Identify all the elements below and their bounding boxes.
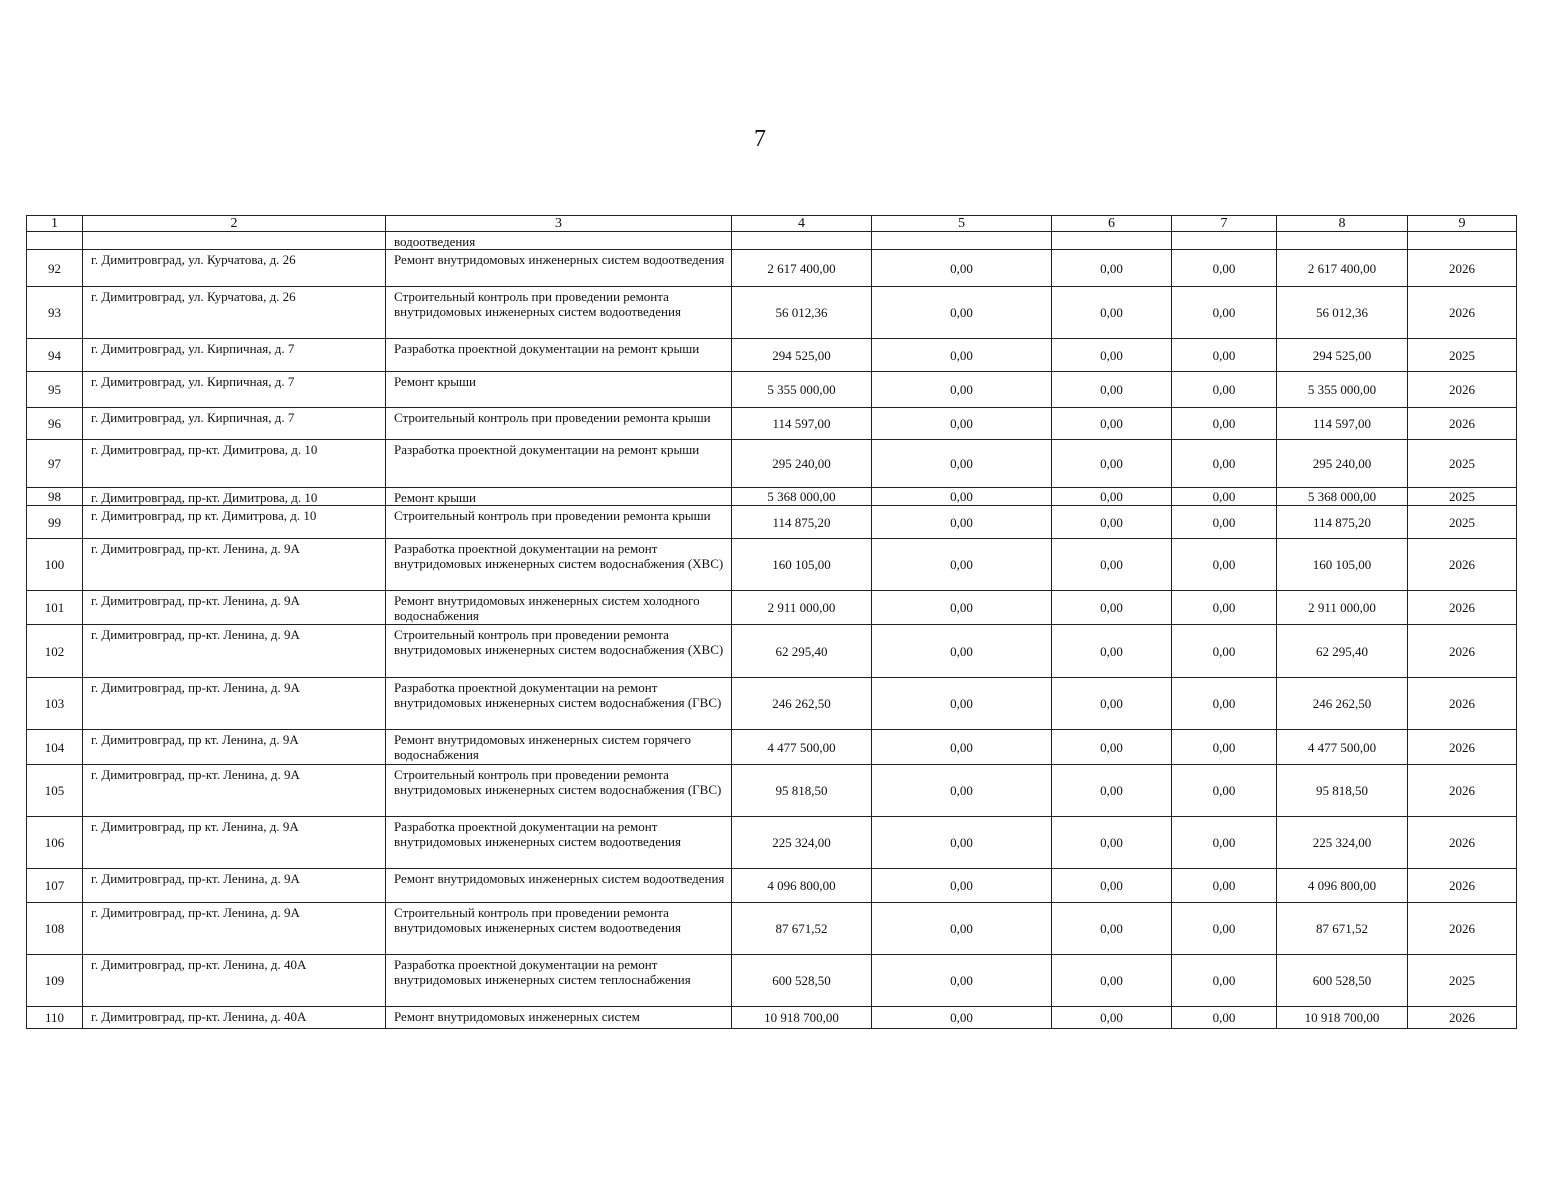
value-cell: 0,00 bbox=[1172, 678, 1277, 730]
value-cell: 0,00 bbox=[872, 678, 1052, 730]
year-cell bbox=[1408, 232, 1517, 250]
total-cell: 225 324,00 bbox=[732, 817, 872, 869]
value-cell: 0,00 bbox=[1052, 817, 1172, 869]
address-cell: г. Димитровград, пр-кт. Димитрова, д. 10 bbox=[83, 488, 386, 506]
work-cell: Ремонт внутридомовых инженерных систем холодного водоснабжения bbox=[386, 591, 732, 625]
work-cell: Ремонт внутридомовых инженерных систем водоотведения bbox=[386, 250, 732, 287]
value-cell: 0,00 bbox=[1052, 440, 1172, 488]
value-cell: 0,00 bbox=[872, 903, 1052, 955]
row-number: 93 bbox=[27, 287, 83, 339]
total-cell: 56 012,36 bbox=[732, 287, 872, 339]
table-row bbox=[27, 440, 1517, 488]
value-cell: 0,00 bbox=[872, 817, 1052, 869]
column-header: 6 bbox=[1052, 216, 1172, 232]
total-cell: 114 597,00 bbox=[732, 408, 872, 440]
row-number: 108 bbox=[27, 903, 83, 955]
address-cell: г. Димитровград, пр кт. Димитрова, д. 10 bbox=[83, 506, 386, 539]
page-number: 7 bbox=[754, 126, 766, 152]
row-number: 105 bbox=[27, 765, 83, 817]
value-cell: 0,00 bbox=[1172, 488, 1277, 506]
total-cell: 295 240,00 bbox=[732, 440, 872, 488]
table-row bbox=[27, 765, 1517, 817]
table-row bbox=[27, 287, 1517, 339]
value-cell: 0,00 bbox=[1172, 765, 1277, 817]
work-cell: Строительный контроль при проведении ремонта крыши bbox=[386, 506, 732, 539]
value-cell: 0,00 bbox=[1172, 372, 1277, 408]
total-cell: 2 617 400,00 bbox=[732, 250, 872, 287]
address-cell: г. Димитровград, пр-кт. Ленина, д. 9А bbox=[83, 678, 386, 730]
value-cell bbox=[872, 232, 1052, 250]
value-cell: 0,00 bbox=[1172, 955, 1277, 1007]
value-cell: 0,00 bbox=[1052, 678, 1172, 730]
value-cell: 62 295,40 bbox=[1277, 625, 1408, 678]
address-cell: г. Димитровград, ул. Кирпичная, д. 7 bbox=[83, 339, 386, 372]
address-cell: г. Димитровград, пр-кт. Ленина, д. 9А bbox=[83, 869, 386, 903]
year-cell: 2025 bbox=[1408, 955, 1517, 1007]
value-cell: 0,00 bbox=[872, 591, 1052, 625]
row-number: 101 bbox=[27, 591, 83, 625]
total-cell: 4 096 800,00 bbox=[732, 869, 872, 903]
work-cell: Ремонт внутридомовых инженерных систем горячего водоснабжения bbox=[386, 730, 732, 765]
column-header: 5 bbox=[872, 216, 1052, 232]
value-cell: 0,00 bbox=[1052, 903, 1172, 955]
table-row bbox=[27, 339, 1517, 372]
row-number: 103 bbox=[27, 678, 83, 730]
table-row bbox=[27, 625, 1517, 678]
value-cell: 95 818,50 bbox=[1277, 765, 1408, 817]
work-cell: Разработка проектной документации на ремонт внутридомовых инженерных систем водоотведения bbox=[386, 817, 732, 869]
column-header: 7 bbox=[1172, 216, 1277, 232]
row-number: 98 bbox=[27, 488, 83, 506]
address-cell: г. Димитровград, ул. Кирпичная, д. 7 bbox=[83, 408, 386, 440]
value-cell: 0,00 bbox=[1172, 817, 1277, 869]
total-cell: 95 818,50 bbox=[732, 765, 872, 817]
address-cell: г. Димитровград, пр-кт. Ленина, д. 9А bbox=[83, 625, 386, 678]
column-header: 8 bbox=[1277, 216, 1408, 232]
address-cell: г. Димитровград, ул. Курчатова, д. 26 bbox=[83, 250, 386, 287]
header-row bbox=[27, 216, 1517, 232]
address-cell: г. Димитровград, пр-кт. Ленина, д. 9А bbox=[83, 539, 386, 591]
value-cell: 0,00 bbox=[1172, 1007, 1277, 1029]
value-cell: 114 875,20 bbox=[1277, 506, 1408, 539]
value-cell: 56 012,36 bbox=[1277, 287, 1408, 339]
work-cell: Разработка проектной документации на ремонт внутридомовых инженерных систем водоснабжения (ХВС) bbox=[386, 539, 732, 591]
total-cell: 2 911 000,00 bbox=[732, 591, 872, 625]
work-cell: Разработка проектной документации на ремонт внутридомовых инженерных систем водоснабжения (ГВС) bbox=[386, 678, 732, 730]
work-cell: Строительный контроль при проведении ремонта внутридомовых инженерных систем водоснабжения (ГВС) bbox=[386, 765, 732, 817]
year-cell: 2026 bbox=[1408, 678, 1517, 730]
value-cell: 0,00 bbox=[1052, 250, 1172, 287]
value-cell: 0,00 bbox=[1052, 1007, 1172, 1029]
value-cell: 4 477 500,00 bbox=[1277, 730, 1408, 765]
table-row bbox=[27, 869, 1517, 903]
work-cell: водоотведения bbox=[386, 232, 732, 250]
work-cell: Строительный контроль при проведении ремонта крыши bbox=[386, 408, 732, 440]
value-cell: 0,00 bbox=[1172, 903, 1277, 955]
address-cell: г. Димитровград, пр-кт. Димитрова, д. 10 bbox=[83, 440, 386, 488]
value-cell: 0,00 bbox=[872, 730, 1052, 765]
value-cell: 0,00 bbox=[872, 287, 1052, 339]
value-cell: 0,00 bbox=[872, 250, 1052, 287]
value-cell: 0,00 bbox=[872, 440, 1052, 488]
year-cell: 2026 bbox=[1408, 287, 1517, 339]
table-row bbox=[27, 817, 1517, 869]
work-cell: Ремонт внутридомовых инженерных систем bbox=[386, 1007, 732, 1029]
year-cell: 2025 bbox=[1408, 488, 1517, 506]
value-cell: 5 355 000,00 bbox=[1277, 372, 1408, 408]
value-cell: 160 105,00 bbox=[1277, 539, 1408, 591]
value-cell: 0,00 bbox=[1052, 591, 1172, 625]
year-cell: 2026 bbox=[1408, 539, 1517, 591]
value-cell bbox=[1172, 232, 1277, 250]
table-row bbox=[27, 591, 1517, 625]
address-cell: г. Димитровград, пр-кт. Ленина, д. 40А bbox=[83, 955, 386, 1007]
year-cell: 2026 bbox=[1408, 372, 1517, 408]
work-cell: Разработка проектной документации на ремонт крыши bbox=[386, 339, 732, 372]
total-cell: 5 355 000,00 bbox=[732, 372, 872, 408]
table-row bbox=[27, 408, 1517, 440]
value-cell: 0,00 bbox=[872, 955, 1052, 1007]
value-cell: 2 911 000,00 bbox=[1277, 591, 1408, 625]
value-cell: 0,00 bbox=[872, 539, 1052, 591]
row-number: 94 bbox=[27, 339, 83, 372]
value-cell: 5 368 000,00 bbox=[1277, 488, 1408, 506]
total-cell: 87 671,52 bbox=[732, 903, 872, 955]
total-cell: 160 105,00 bbox=[732, 539, 872, 591]
value-cell: 0,00 bbox=[1172, 408, 1277, 440]
address-cell: г. Димитровград, пр кт. Ленина, д. 9А bbox=[83, 817, 386, 869]
work-cell: Разработка проектной документации на ремонт внутридомовых инженерных систем теплоснабжения bbox=[386, 955, 732, 1007]
address-cell: г. Димитровград, ул. Кирпичная, д. 7 bbox=[83, 372, 386, 408]
row-number: 102 bbox=[27, 625, 83, 678]
total-cell: 10 918 700,00 bbox=[732, 1007, 872, 1029]
value-cell: 0,00 bbox=[1052, 730, 1172, 765]
value-cell: 0,00 bbox=[1052, 869, 1172, 903]
value-cell: 0,00 bbox=[1052, 372, 1172, 408]
value-cell: 0,00 bbox=[872, 869, 1052, 903]
address-cell: г. Димитровград, пр-кт. Ленина, д. 40А bbox=[83, 1007, 386, 1029]
value-cell: 0,00 bbox=[1172, 339, 1277, 372]
table-row bbox=[27, 250, 1517, 287]
table-body bbox=[27, 232, 1517, 1029]
table-row bbox=[27, 678, 1517, 730]
value-cell: 246 262,50 bbox=[1277, 678, 1408, 730]
value-cell: 0,00 bbox=[872, 408, 1052, 440]
table-row bbox=[27, 488, 1517, 506]
value-cell: 0,00 bbox=[872, 488, 1052, 506]
value-cell: 2 617 400,00 bbox=[1277, 250, 1408, 287]
row-number: 95 bbox=[27, 372, 83, 408]
table-row bbox=[27, 372, 1517, 408]
work-cell: Строительный контроль при проведении ремонта внутридомовых инженерных систем водоотведения bbox=[386, 903, 732, 955]
row-number: 110 bbox=[27, 1007, 83, 1029]
value-cell bbox=[1052, 232, 1172, 250]
row-number: 104 bbox=[27, 730, 83, 765]
year-cell: 2026 bbox=[1408, 1007, 1517, 1029]
total-cell: 62 295,40 bbox=[732, 625, 872, 678]
continuation-row bbox=[27, 232, 1517, 250]
value-cell: 225 324,00 bbox=[1277, 817, 1408, 869]
total-cell: 4 477 500,00 bbox=[732, 730, 872, 765]
column-header: 2 bbox=[83, 216, 386, 232]
value-cell: 0,00 bbox=[872, 625, 1052, 678]
value-cell: 0,00 bbox=[1172, 506, 1277, 539]
value-cell: 0,00 bbox=[872, 339, 1052, 372]
row-number: 100 bbox=[27, 539, 83, 591]
value-cell bbox=[1277, 232, 1408, 250]
value-cell: 0,00 bbox=[1052, 339, 1172, 372]
value-cell: 600 528,50 bbox=[1277, 955, 1408, 1007]
row-number bbox=[27, 232, 83, 250]
year-cell: 2026 bbox=[1408, 591, 1517, 625]
total-cell: 246 262,50 bbox=[732, 678, 872, 730]
table-row bbox=[27, 506, 1517, 539]
work-cell: Ремонт крыши bbox=[386, 372, 732, 408]
value-cell: 0,00 bbox=[872, 506, 1052, 539]
value-cell: 114 597,00 bbox=[1277, 408, 1408, 440]
work-cell: Строительный контроль при проведении ремонта внутридомовых инженерных систем водоснабжения (ХВС) bbox=[386, 625, 732, 678]
year-cell: 2026 bbox=[1408, 765, 1517, 817]
value-cell: 0,00 bbox=[1052, 488, 1172, 506]
year-cell: 2025 bbox=[1408, 506, 1517, 539]
repair-program-table bbox=[26, 215, 1517, 1029]
work-cell: Ремонт крыши bbox=[386, 488, 732, 506]
year-cell: 2026 bbox=[1408, 250, 1517, 287]
value-cell: 0,00 bbox=[1052, 506, 1172, 539]
address-cell: г. Димитровград, пр кт. Ленина, д. 9А bbox=[83, 730, 386, 765]
total-cell: 5 368 000,00 bbox=[732, 488, 872, 506]
address-cell: г. Димитровград, пр-кт. Ленина, д. 9А bbox=[83, 765, 386, 817]
address-cell: г. Димитровград, ул. Курчатова, д. 26 bbox=[83, 287, 386, 339]
year-cell: 2026 bbox=[1408, 903, 1517, 955]
value-cell: 0,00 bbox=[1052, 539, 1172, 591]
value-cell: 0,00 bbox=[1172, 250, 1277, 287]
address-cell: г. Димитровград, пр-кт. Ленина, д. 9А bbox=[83, 903, 386, 955]
value-cell: 0,00 bbox=[1172, 730, 1277, 765]
row-number: 97 bbox=[27, 440, 83, 488]
row-number: 106 bbox=[27, 817, 83, 869]
value-cell: 0,00 bbox=[1172, 869, 1277, 903]
total-cell: 114 875,20 bbox=[732, 506, 872, 539]
value-cell: 0,00 bbox=[1172, 440, 1277, 488]
value-cell: 0,00 bbox=[1052, 625, 1172, 678]
row-number: 109 bbox=[27, 955, 83, 1007]
value-cell: 294 525,00 bbox=[1277, 339, 1408, 372]
value-cell: 0,00 bbox=[1052, 765, 1172, 817]
column-header: 4 bbox=[732, 216, 872, 232]
column-header: 9 bbox=[1408, 216, 1517, 232]
work-cell: Ремонт внутридомовых инженерных систем водоотведения bbox=[386, 869, 732, 903]
row-number: 99 bbox=[27, 506, 83, 539]
value-cell: 0,00 bbox=[1172, 591, 1277, 625]
total-cell: 294 525,00 bbox=[732, 339, 872, 372]
value-cell: 0,00 bbox=[872, 372, 1052, 408]
value-cell: 0,00 bbox=[1052, 287, 1172, 339]
value-cell: 0,00 bbox=[872, 1007, 1052, 1029]
table-row bbox=[27, 955, 1517, 1007]
year-cell: 2026 bbox=[1408, 730, 1517, 765]
total-cell bbox=[732, 232, 872, 250]
value-cell: 4 096 800,00 bbox=[1277, 869, 1408, 903]
work-cell: Разработка проектной документации на ремонт крыши bbox=[386, 440, 732, 488]
column-header: 3 bbox=[386, 216, 732, 232]
year-cell: 2026 bbox=[1408, 817, 1517, 869]
table-row bbox=[27, 903, 1517, 955]
column-header: 1 bbox=[27, 216, 83, 232]
table-row bbox=[27, 539, 1517, 591]
address-cell bbox=[83, 232, 386, 250]
value-cell: 0,00 bbox=[1172, 539, 1277, 591]
value-cell: 0,00 bbox=[1172, 625, 1277, 678]
table-row bbox=[27, 730, 1517, 765]
year-cell: 2026 bbox=[1408, 408, 1517, 440]
value-cell: 87 671,52 bbox=[1277, 903, 1408, 955]
work-cell: Строительный контроль при проведении ремонта внутридомовых инженерных систем водоотведения bbox=[386, 287, 732, 339]
value-cell: 0,00 bbox=[872, 765, 1052, 817]
address-cell: г. Димитровград, пр-кт. Ленина, д. 9А bbox=[83, 591, 386, 625]
year-cell: 2026 bbox=[1408, 625, 1517, 678]
total-cell: 600 528,50 bbox=[732, 955, 872, 1007]
value-cell: 295 240,00 bbox=[1277, 440, 1408, 488]
value-cell: 0,00 bbox=[1052, 955, 1172, 1007]
value-cell: 0,00 bbox=[1052, 408, 1172, 440]
year-cell: 2025 bbox=[1408, 339, 1517, 372]
row-number: 107 bbox=[27, 869, 83, 903]
row-number: 96 bbox=[27, 408, 83, 440]
value-cell: 0,00 bbox=[1172, 287, 1277, 339]
year-cell: 2026 bbox=[1408, 869, 1517, 903]
year-cell: 2025 bbox=[1408, 440, 1517, 488]
table-row bbox=[27, 1007, 1517, 1029]
row-number: 92 bbox=[27, 250, 83, 287]
value-cell: 10 918 700,00 bbox=[1277, 1007, 1408, 1029]
